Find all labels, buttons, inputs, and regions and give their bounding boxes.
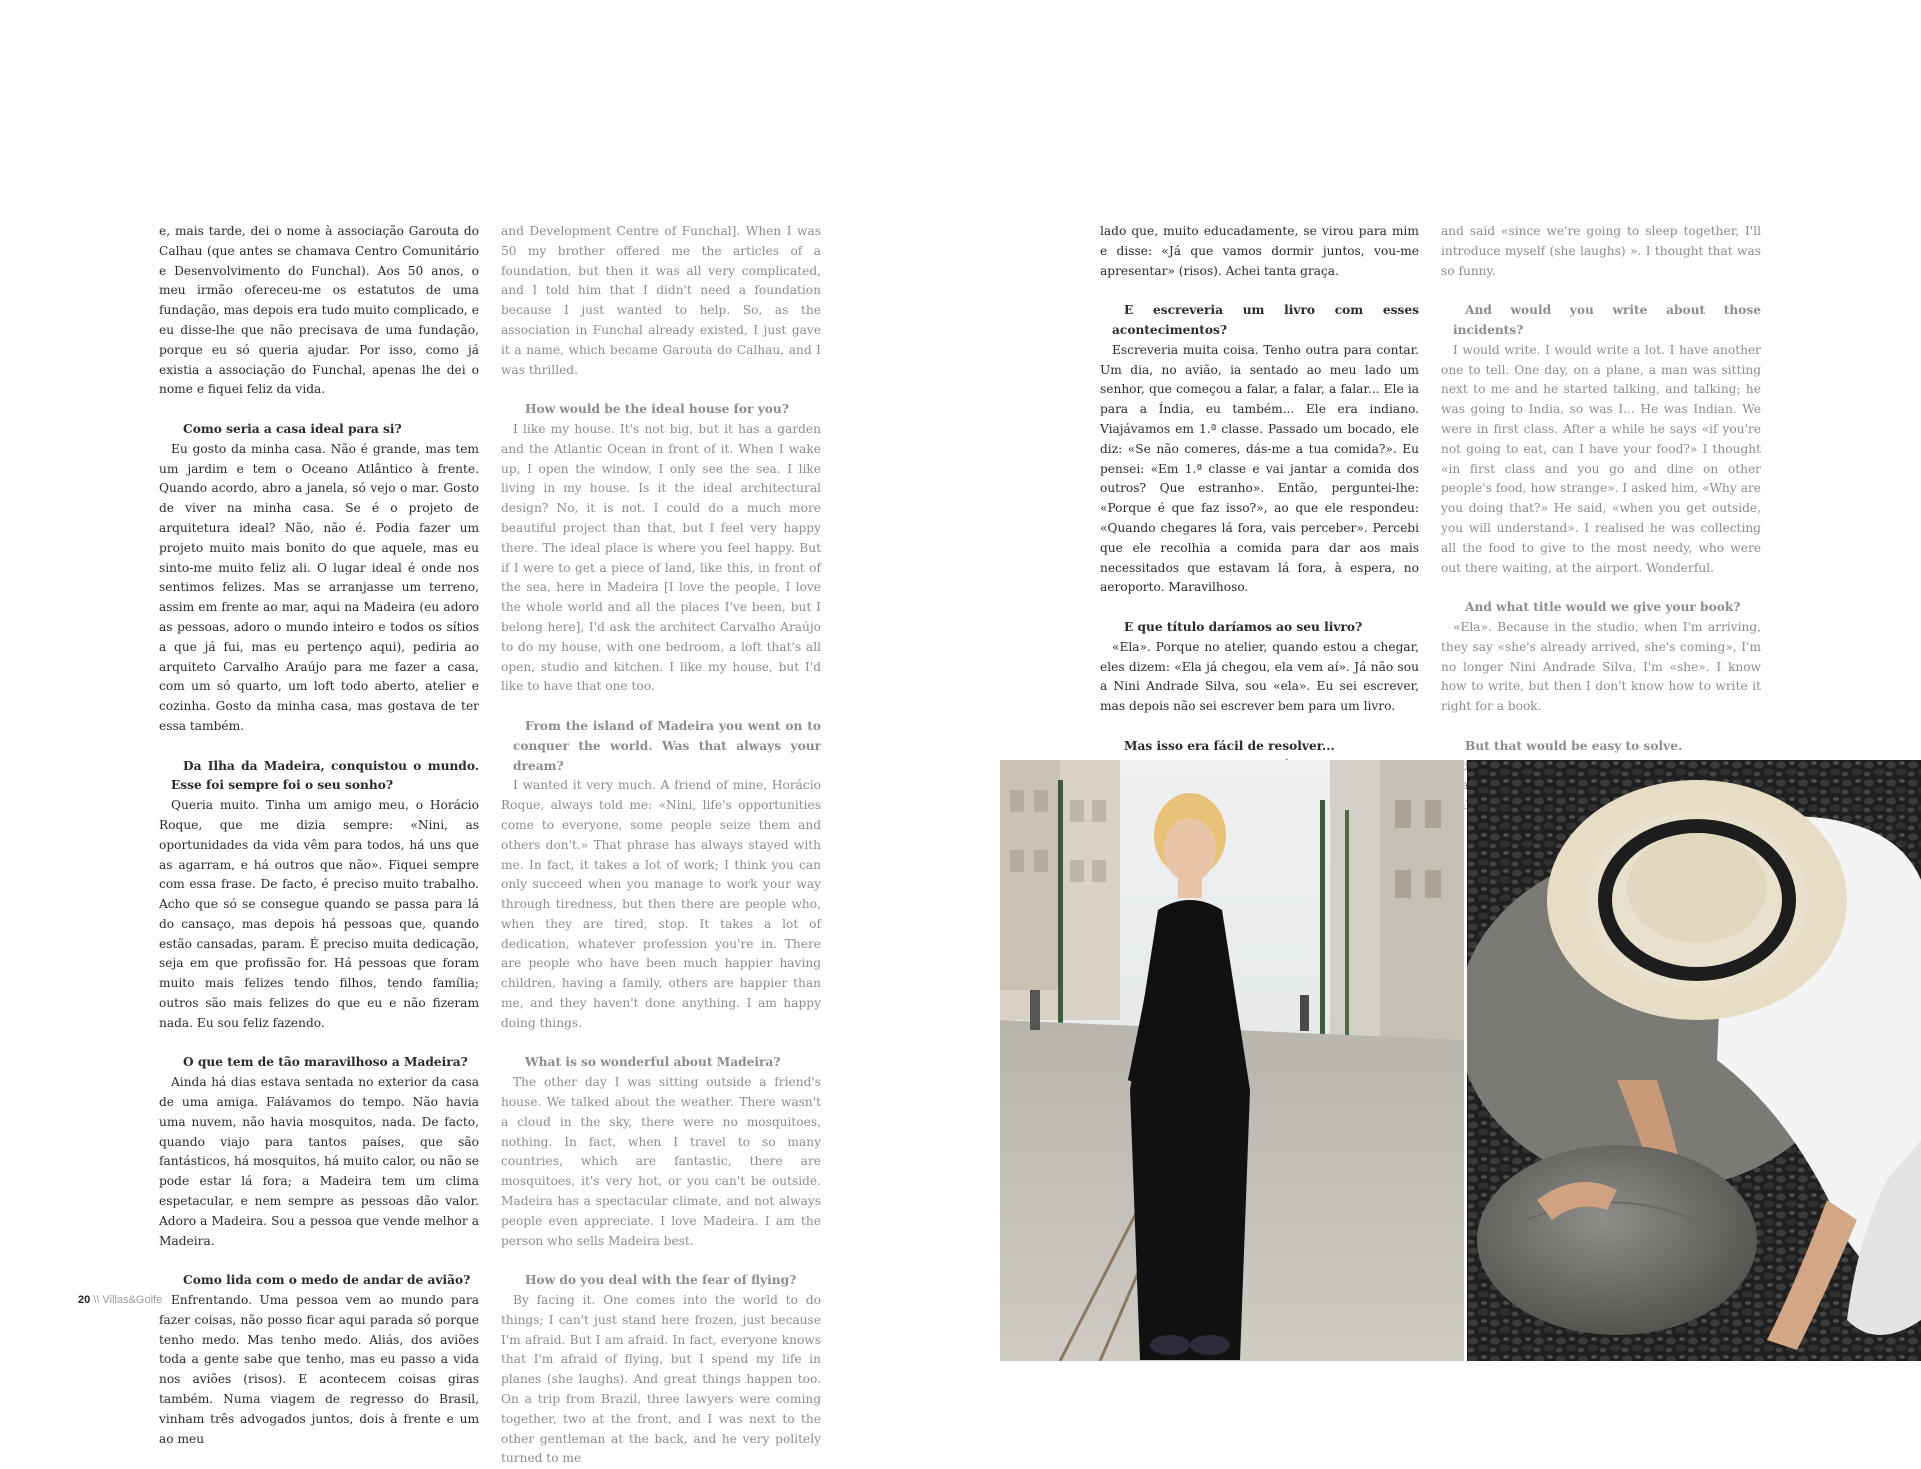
right-column-english <box>1441 222 1761 816</box>
question-heading: Da Ilha da Madeira, conquistou o mundo. Esse foi sempre foi o seu sonho? <box>171 758 479 793</box>
intro-paragraph: lado que, muito educadamente, se virou para mim e disse: «Já que vamos dormir juntos, vou-me apresentar» (risos). Achei tanta graça. <box>1100 224 1419 278</box>
answer-paragraph: By facing it. One comes into the world to do things; I can't just stand here frozen, just because I'm afraid. But I am afraid. In fact, everyone knows that I'm afraid of flying, but I spend my life in planes (she laughs). And great things happen too. On a trip from Brazil, three lawyers were coming together, two at the front, and I was next to the other gentleman at the back, and he very politely turned to me <box>501 1293 821 1466</box>
answer-paragraph: a <box>1461 778 1469 793</box>
right-column-portuguese <box>1100 222 1419 816</box>
left-column-portuguese <box>159 222 479 1449</box>
question-heading: E escreveria um livro com esses acontecimentos? <box>1112 303 1419 337</box>
hat-stones-illustration <box>1467 760 1921 1361</box>
question-heading: Mas isso era fácil de resolver... <box>1124 738 1335 753</box>
question-heading: What is so wonderful about Madeira? <box>525 1055 781 1070</box>
answer-paragraph: I like my house. It's not big, but it has a garden and the Atlantic Ocean in front of it. When I wake up, I open the window, I only see the sea. I like living in my house. Is it the ideal architectural design? No, it is not. I could do a much more beautiful project than that, but I feel very happy there. The ideal place is where you feel happy. But if I were to get a piece of land, like this, in front of the sea, here in Madeira [I love the people, I love the whole world and all the places I've been, but I belong here], I'd ask the architect Carvalho Araújo to do my house, with one bedroom, a loft that's all open, studio and kitchen. I like my house, but I'd like to have that one too. <box>501 421 821 694</box>
answer-paragraph: Enfrentando. Uma pessoa vem ao mundo para fazer coisas, não posso ficar aqui parada só porque tenho medo. Mas tenho medo. Aliás, dos aviões toda a gente sabe que tenho, mas eu passo a vida nos aviões (risos). E acontecem coisas giras também. Numa viagem de regresso do Brasil, vinham três advogados juntos, dois à frente e um ao meu <box>159 1293 479 1446</box>
page-folio <box>78 1294 162 1306</box>
question-heading: How would be the ideal house for you? <box>525 402 789 417</box>
question-heading: E que título daríamos ao seu livro? <box>1124 619 1363 634</box>
question-heading: How do you deal with the fear of flying? <box>525 1273 797 1288</box>
answer-paragraph: «Ela». Porque no atelier, quando estou a chegar, eles dizem: «Ela já chegou, ela vem aí». Já não sou a Nini Andrade Silva, sou «ela». Eu sei escrever, mas depois não sei escrever bem para um livro. <box>1100 639 1419 714</box>
photo-hat-stones <box>1467 760 1921 1361</box>
answer-paragraph: Eu gosto da minha casa. Não é grande, mas tem um jardim e tem o Oceano Atlântico à frente. Quando acordo, abro a janela, só vejo o mar. Gosto de viver na minha casa. Se é o projeto de arquitetura ideal? Não, não é. Podia fazer um projeto muito mais bonito do que aquele, mas eu sinto-me muito feliz ali. O lugar ideal é onde nos sentimos felizes. Mas se arranjasse um terreno, assim em frente ao mar, aqui na Madeira (eu adoro as pessoas, adoro o mundo inteiro e todos os sítios a que já fui, mas eu pertenço aqui), pediria ao arquiteto Carvalho Araújo para me fazer a casa, com um só quarto, um loft todo aberto, atelier e cozinha. Gosto da minha casa, mas gostava de ter essa também. <box>159 441 479 733</box>
question-heading: But that would be easy to solve. <box>1465 738 1683 753</box>
question-heading: And would you write about those incidents? <box>1453 303 1761 337</box>
question-heading: And what title would we give your book? <box>1465 600 1741 615</box>
answer-paragraph: Queria muito. Tinha um amigo meu, o Horácio Roque, que me dizia sempre: «Nini, as oportunidades da vida vêm para todos, há uns que as agarram, e há outros que não». Fiquei sempre com essa frase. De facto, é preciso muito trabalho. Acho que só se consegue quando se passa para lá do cansaço, mas depois há pessoas que, quando estão cansadas, param. É preciso muita dedicação, seja em que profissão for. Há pessoas que foram muito mais felizes tendo filhos, tendo família; outros são mais felizes do que eu e não fizeram nada. Eu sou feliz fazendo. <box>159 798 479 1030</box>
answer-paragraph: Ainda há dias estava sentada no exterior da casa de uma amiga. Falávamos do tempo. Não havia uma nuvem, não havia mosquitos, nada. De facto, quando viajo para tantos países, que são fantásticos, há mosquitos, há muito calor, ou não se pode estar lá fora; a Madeira tem um clima espetacular, e nem sempre as pessoas dão valor. Adoro a Madeira. Sou a pessoa que vende melhor a Madeira. <box>159 1075 479 1248</box>
left-column-english <box>501 222 821 1469</box>
street-scene-illustration <box>1000 760 1464 1361</box>
answer-paragraph: Escreveria muita coisa. Tenho outra para contar. Um dia, no avião, ia sentado ao meu lado um senhor, que começou a falar, a falar, a falar... Ele ia para a Índia, eu também... Ele era indiano. Viajávamos em 1.ª classe. Passado um bocado, ele diz: «Se não comeres, dás-me a tua comida?». Eu pensei: «Em 1.ª classe e vai jantar a comida dos outros? Que estranho». Então, perguntei-lhe: «Porque é que faz isso?», ao que ele respondeu: «Quando chegares lá fora, vais perceber». Percebi que ele recolhia a comida para dar aos mais necessitados que estavam lá fora, à espera, no aeroporto. Maravilhoso. <box>1100 342 1419 595</box>
photo-woman-walking-street <box>1000 760 1464 1361</box>
right-page <box>961 0 1921 1361</box>
intro-paragraph: and said «since we're going to sleep together, I'll introduce myself (she laughs) ». I thought that was so funny. <box>1441 224 1761 278</box>
folio-separator: \\ <box>93 1294 100 1306</box>
question-heading: From the island of Madeira you went on to conquer the world. Was that always your dream? <box>513 718 821 773</box>
answer-paragraph: «Ela». Because in the studio, when I'm arriving, they say «she's already arrived, she's coming», I'm no longer Nini Andrade Silva, I'm «she». I know how to write, but then I don't know how to write it right for a book. <box>1441 619 1761 714</box>
answer-paragraph: I wanted it very much. A friend of mine, Horácio Roque, always told me: «Nini, life's opportunities come to everyone, some people seize them and others don't.» That phrase has always stayed with me. In fact, it takes a lot of work; I think you can only succeed when you manage to work your way through tiredness, but then there are people who, when they are tired, stop. It takes a lot of dedication, whatever profession you're in. There are people who have been much happier having children, having a family, others are happier than me, and they haven't done anything. I am happy doing things. <box>501 778 821 1030</box>
left-page <box>0 0 960 1466</box>
intro-paragraph: and Development Centre of Funchal]. When I was 50 my brother offered me the articles of a foundation, but then it was all very complicated, and I told him that I didn't need a foundation because I just wanted to help. So, as the association in Funchal already existed, I just gave it a name, which became Garouta do Calhau, and I was thrilled. <box>501 224 821 377</box>
answer-paragraph: I would write. I would write a lot. I have another one to tell. One day, on a plane, a man was sitting next to me and he started talking, and talking; he was going to India, so was I... He was Indian. We were in first class. After a while he says «if you're not going to eat, can I have your food?» I thought «in first class and you go and dine on other people's food, how strange». I asked him, «Why are you doing that?» He said, «when you get outside, you will understand». I realised he was collecting all the food to give to the most needy, who were out there waiting, at the airport. Wonderful. <box>1441 342 1761 575</box>
question-heading: O que tem de tão maravilhoso a Madeira? <box>183 1055 468 1070</box>
question-heading: Como lida com o medo de andar de avião? <box>183 1273 471 1288</box>
intro-paragraph: e, mais tarde, dei o nome à associação Garouta do Calhau (que antes se chamava Centro Comunitário e Desenvolvimento do Funchal). Aos 50 anos, o meu irmão ofereceu-me os estatutos de uma fundação, mas depois era tudo muito complicado, e eu disse-lhe que não precisava de uma fundação, porque eu só queria ajudar. Por isso, como já existia a associação do Funchal, apenas lhe dei o nome e fiquei feliz da vida. <box>159 224 479 397</box>
page-number: 20 <box>78 1294 91 1306</box>
answer-paragraph: The other day I was sitting outside a friend's house. We talked about the weather. There wasn't a cloud in the sky, there were no mosquitoes, nothing. In fact, when I travel to so many countries, which are fantastic, there are mosquitoes, it's very hot, or you can't be outside. Madeira has a spectacular climate, and not always people even appreciate. I love Madeira. I am the person who sells Madeira best. <box>501 1075 821 1248</box>
magazine-name: Villas&Golfe <box>102 1294 163 1306</box>
question-heading: Como seria a casa ideal para si? <box>183 421 402 436</box>
